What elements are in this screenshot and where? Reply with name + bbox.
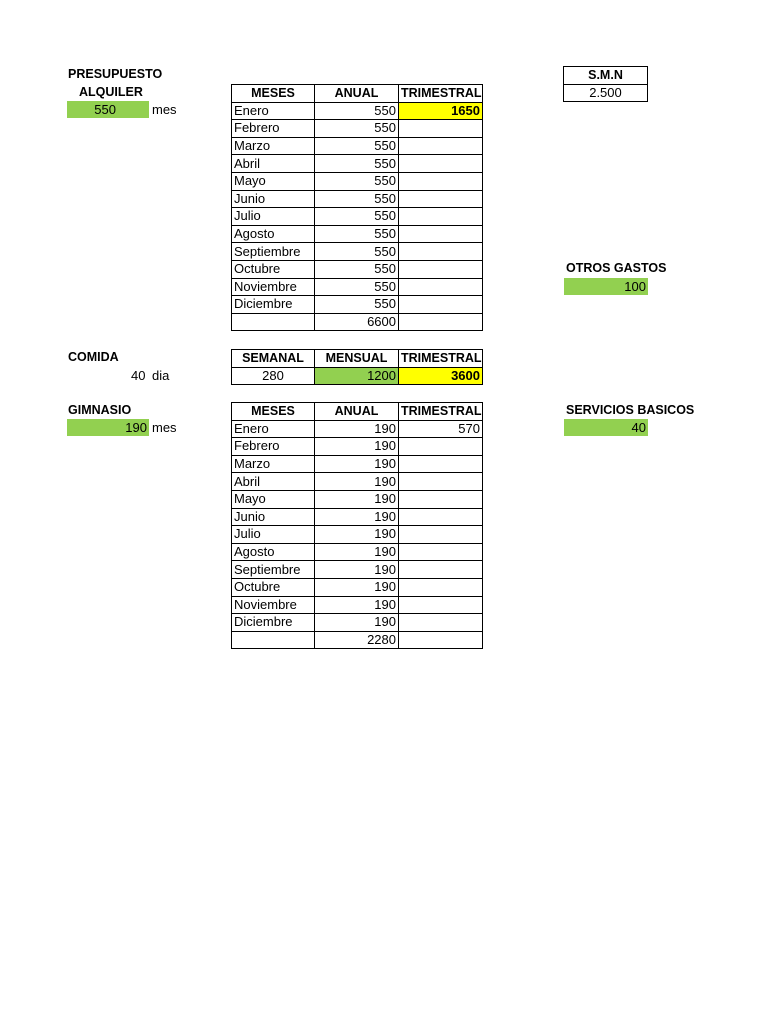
month-cell[interactable]: Octubre <box>232 578 315 596</box>
servicios-basicos-value[interactable]: 40 <box>564 419 648 436</box>
table-header-row <box>232 350 483 368</box>
header-trimestral: TRIMESTRAL <box>399 85 483 103</box>
anual-cell[interactable]: 190 <box>315 596 399 614</box>
table-row <box>232 561 483 579</box>
month-cell[interactable]: Diciembre <box>232 296 315 314</box>
month-cell[interactable]: Septiembre <box>232 561 315 579</box>
table-row <box>232 367 483 385</box>
month-cell[interactable]: Abril <box>232 473 315 491</box>
table-row <box>232 172 483 190</box>
header-mensual: MENSUAL <box>315 350 399 368</box>
alquiler-value-cell[interactable] <box>67 101 149 118</box>
table-row <box>232 260 483 278</box>
trimestral-cell[interactable] <box>399 225 483 243</box>
trimestral-cell[interactable] <box>399 260 483 278</box>
trimestral-cell[interactable] <box>399 155 483 173</box>
header-anual: ANUAL <box>315 85 399 103</box>
trimestral-cell[interactable] <box>399 438 483 456</box>
anual-cell[interactable]: 190 <box>315 578 399 596</box>
presupuesto-title: PRESUPUESTO <box>68 67 163 81</box>
anual-cell[interactable]: 550 <box>315 208 399 226</box>
month-cell[interactable]: Junio <box>232 190 315 208</box>
table-row <box>232 438 483 456</box>
alquiler-unit: mes <box>152 102 177 117</box>
table-row <box>232 420 483 438</box>
total-row <box>232 313 483 331</box>
trimestral-cell[interactable]: 1650 <box>399 102 483 120</box>
month-cell[interactable]: Junio <box>232 508 315 526</box>
anual-cell[interactable]: 190 <box>315 614 399 632</box>
gimnasio-value[interactable]: 190 <box>67 419 149 436</box>
table-row <box>232 296 483 314</box>
anual-cell[interactable]: 550 <box>315 296 399 314</box>
gimnasio-label: GIMNASIO <box>68 403 132 417</box>
empty-cell[interactable] <box>399 631 483 649</box>
month-cell[interactable]: Diciembre <box>232 614 315 632</box>
table-header-row <box>232 85 483 103</box>
month-cell[interactable]: Enero <box>232 420 315 438</box>
total-cell[interactable]: 6600 <box>315 313 399 331</box>
trimestral-cell[interactable] <box>399 473 483 491</box>
trimestral-cell[interactable] <box>399 278 483 296</box>
table-row <box>232 155 483 173</box>
trimestral-cell[interactable] <box>399 190 483 208</box>
trimestral-cell[interactable] <box>399 543 483 561</box>
smn-label: S.M.N <box>564 67 648 85</box>
comida-mensual[interactable]: 1200 <box>315 367 399 385</box>
anual-cell[interactable]: 550 <box>315 137 399 155</box>
trimestral-cell[interactable] <box>399 296 483 314</box>
month-cell[interactable]: Enero <box>232 102 315 120</box>
comida-trimestral[interactable]: 3600 <box>399 367 483 385</box>
anual-cell[interactable]: 190 <box>315 473 399 491</box>
anual-cell[interactable]: 550 <box>315 243 399 261</box>
total-row <box>232 631 483 649</box>
anual-cell[interactable]: 190 <box>315 420 399 438</box>
anual-cell[interactable]: 190 <box>315 455 399 473</box>
anual-cell[interactable]: 550 <box>315 278 399 296</box>
trimestral-cell[interactable] <box>399 137 483 155</box>
comida-unit: dia <box>152 368 170 383</box>
month-cell[interactable]: Octubre <box>232 260 315 278</box>
month-cell[interactable]: Marzo <box>232 137 315 155</box>
trimestral-cell[interactable] <box>399 596 483 614</box>
trimestral-cell[interactable] <box>399 243 483 261</box>
anual-cell[interactable]: 550 <box>315 155 399 173</box>
anual-cell[interactable]: 550 <box>315 172 399 190</box>
month-cell[interactable]: Mayo <box>232 172 315 190</box>
anual-cell[interactable]: 190 <box>315 526 399 544</box>
anual-cell[interactable]: 550 <box>315 102 399 120</box>
month-cell[interactable]: Noviembre <box>232 278 315 296</box>
table-row <box>232 508 483 526</box>
trimestral-cell[interactable] <box>399 172 483 190</box>
trimestral-cell[interactable] <box>399 208 483 226</box>
comida-semanal[interactable]: 280 <box>232 367 315 385</box>
anual-cell[interactable]: 190 <box>315 438 399 456</box>
table-row <box>232 490 483 508</box>
month-cell[interactable]: Febrero <box>232 120 315 138</box>
comida-table <box>231 349 483 385</box>
trimestral-cell[interactable] <box>399 578 483 596</box>
header-trimestral: TRIMESTRAL <box>399 350 483 368</box>
smn-table <box>563 66 648 102</box>
table-row <box>232 578 483 596</box>
alquiler-value: 550 <box>94 102 116 117</box>
header-trimestral: TRIMESTRAL <box>399 403 483 421</box>
smn-value[interactable]: 2.500 <box>564 84 648 102</box>
table-row <box>232 526 483 544</box>
alquiler-table <box>231 84 483 331</box>
month-cell[interactable]: Julio <box>232 208 315 226</box>
anual-cell[interactable]: 190 <box>315 561 399 579</box>
table-row <box>232 190 483 208</box>
table-row <box>232 614 483 632</box>
table-row <box>232 137 483 155</box>
header-meses: MESES <box>232 85 315 103</box>
alquiler-label: ALQUILER <box>79 85 143 99</box>
month-cell[interactable]: Agosto <box>232 543 315 561</box>
trimestral-cell[interactable] <box>399 614 483 632</box>
month-cell[interactable]: Noviembre <box>232 596 315 614</box>
table-row <box>232 596 483 614</box>
table-row <box>232 455 483 473</box>
month-cell[interactable]: Marzo <box>232 455 315 473</box>
month-cell[interactable]: Julio <box>232 526 315 544</box>
servicios-basicos-label-clip <box>566 402 695 420</box>
month-cell[interactable]: Agosto <box>232 225 315 243</box>
month-cell[interactable]: Septiembre <box>232 243 315 261</box>
month-cell[interactable]: Febrero <box>232 438 315 456</box>
gimnasio-table <box>231 402 483 649</box>
table-header-row <box>232 403 483 421</box>
header-semanal: SEMANAL <box>232 350 315 368</box>
trimestral-cell[interactable] <box>399 455 483 473</box>
anual-cell[interactable]: 550 <box>315 225 399 243</box>
trimestral-cell[interactable] <box>399 490 483 508</box>
trimestral-cell[interactable] <box>399 561 483 579</box>
otros-gastos-label: OTROS GASTOS <box>566 261 667 275</box>
table-row <box>232 102 483 120</box>
anual-cell[interactable]: 190 <box>315 490 399 508</box>
empty-cell[interactable] <box>232 631 315 649</box>
header-anual: ANUAL <box>315 403 399 421</box>
table-row <box>232 120 483 138</box>
month-cell[interactable]: Abril <box>232 155 315 173</box>
trimestral-cell[interactable]: 570 <box>399 420 483 438</box>
gimnasio-unit: mes <box>152 420 177 435</box>
table-row <box>232 208 483 226</box>
month-cell[interactable]: Mayo <box>232 490 315 508</box>
anual-cell[interactable]: 550 <box>315 260 399 278</box>
comida-label: COMIDA <box>68 350 119 364</box>
table-row <box>232 473 483 491</box>
anual-cell[interactable]: 190 <box>315 508 399 526</box>
otros-gastos-label-clip <box>566 260 667 278</box>
empty-cell[interactable] <box>399 313 483 331</box>
empty-cell[interactable] <box>232 313 315 331</box>
table-row <box>232 543 483 561</box>
trimestral-cell[interactable] <box>399 508 483 526</box>
trimestral-cell[interactable] <box>399 120 483 138</box>
table-row <box>232 225 483 243</box>
anual-cell[interactable]: 550 <box>315 120 399 138</box>
total-cell[interactable]: 2280 <box>315 631 399 649</box>
trimestral-cell[interactable] <box>399 526 483 544</box>
header-meses: MESES <box>232 403 315 421</box>
servicios-basicos-label: SERVICIOS BASICOS <box>566 403 695 417</box>
table-row <box>232 243 483 261</box>
table-row <box>232 278 483 296</box>
anual-cell[interactable]: 190 <box>315 543 399 561</box>
comida-value[interactable]: 40 <box>131 368 146 383</box>
otros-gastos-value[interactable]: 100 <box>564 278 648 295</box>
anual-cell[interactable]: 550 <box>315 190 399 208</box>
